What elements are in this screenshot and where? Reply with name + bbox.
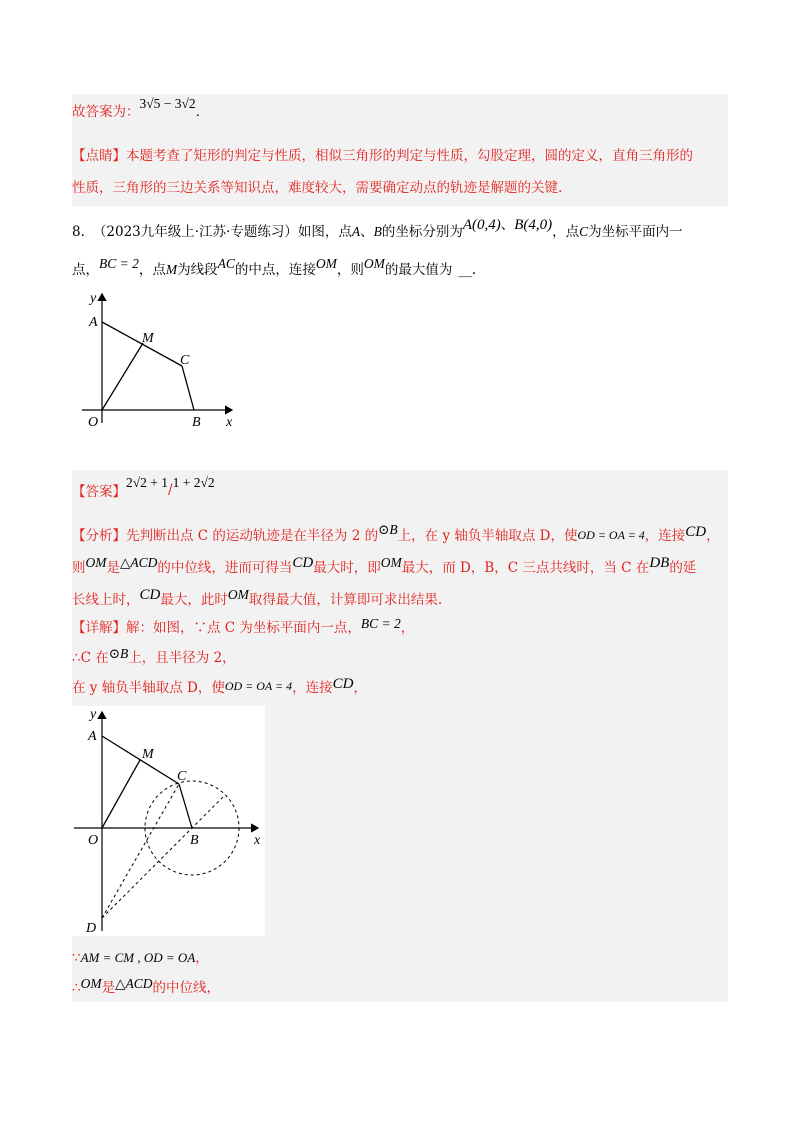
label-x: x	[226, 415, 233, 428]
question-text: ，点	[552, 224, 580, 240]
triangle-acd: △ACD	[115, 976, 153, 991]
segment-om: OM	[363, 256, 385, 271]
segment-db-extended-dashed	[102, 795, 225, 918]
answer-conclusion-block	[72, 94, 728, 206]
detail-line-3	[72, 678, 367, 698]
triangle-acd: △ACD	[120, 555, 158, 570]
comment-tag: 【点睛】	[72, 148, 126, 164]
detail-text: 上，且半径为 2，	[128, 650, 236, 666]
coord-separator: 、	[500, 217, 515, 233]
segment-cd: CD	[332, 676, 354, 692]
question-text: 点，	[72, 262, 99, 278]
analysis-text: 取得最大值，计算即可求出结果.	[248, 592, 443, 608]
bc-equation: BC = 2	[360, 616, 401, 631]
analysis-line-1	[72, 522, 720, 546]
segment-cb-line	[182, 366, 194, 410]
answer-prefix: 故答案为：	[72, 104, 140, 120]
label-c: C	[180, 353, 190, 368]
figure-2	[72, 706, 265, 936]
segment-om: OM	[85, 555, 107, 570]
analysis-line-2	[72, 555, 697, 578]
question-line-1	[72, 217, 683, 242]
detail-line-5	[72, 978, 220, 998]
question-number: 8.	[72, 224, 85, 240]
label-y: y	[90, 707, 97, 722]
coordinate-diagram-2	[72, 706, 265, 936]
analysis-line-3	[72, 587, 443, 610]
answer-value: 3√5 − 3√2	[139, 96, 196, 111]
answer-value-2: 1 + 2√2	[172, 475, 215, 490]
detail-text: 在 y 轴负半轴取点 D，使	[72, 680, 225, 696]
segment-om-line	[102, 343, 143, 410]
bc-equation: BC = 2	[99, 256, 139, 271]
label-x: x	[254, 833, 261, 848]
detail-line-2	[72, 648, 236, 668]
answer-suffix: ．	[195, 104, 210, 120]
label-m: M	[142, 747, 154, 762]
detail-text: ，	[400, 620, 415, 636]
figure-1	[80, 288, 245, 428]
circle-b: ⊙B	[108, 646, 129, 661]
label-a: A	[89, 315, 98, 330]
analysis-text: ，	[706, 528, 720, 544]
analysis-text: 长线上时，	[72, 592, 140, 608]
comment-text-1: 本题考查了矩形的判定与性质，相似三角形的判定与性质，勾股定理，圆的定义，直角三角形的	[126, 148, 693, 164]
detail-text: ∵	[72, 950, 81, 966]
analysis-text: 则	[72, 560, 86, 576]
label-m: M	[142, 331, 154, 346]
point-a-label: A	[351, 224, 361, 239]
od-equation: OD = OA = 4	[224, 679, 293, 693]
detail-line-1	[72, 618, 414, 638]
question-source: （2023九年级上·江苏·专题练习）如图，点	[92, 224, 352, 240]
question-text: 的最大值为	[384, 262, 453, 278]
circle-b: ⊙B	[378, 522, 398, 537]
question-text: ，则	[336, 262, 364, 278]
segment-ac-line	[102, 736, 179, 784]
detail-text: ，	[195, 950, 209, 966]
label-b: B	[190, 833, 199, 848]
detail-text: 的中位线，	[152, 980, 220, 996]
separator: 、	[360, 224, 374, 240]
segment-om: OM	[227, 587, 249, 602]
coord-a: A(0,4)	[462, 217, 501, 233]
comment-text-2: 性质，三角形的三边关系等知识点，难度较大，需要确定动点的轨迹是解题的关键.	[72, 180, 563, 196]
od-equation: OD = OA = 4	[577, 528, 645, 542]
label-o: O	[88, 833, 99, 848]
detail-text: ∴	[72, 980, 81, 996]
question-text: 的中点，连接	[234, 262, 316, 278]
question-text: ，点	[138, 262, 166, 278]
solution-block	[72, 470, 728, 1002]
answer-separator: /	[168, 482, 173, 498]
coord-b: B(4,0)	[514, 217, 553, 233]
detail-text: ，连接	[292, 680, 333, 696]
segment-cd: CD	[139, 587, 161, 603]
label-b: B	[192, 415, 201, 428]
segment-om: OM	[80, 976, 102, 991]
detail-text: 解：如图，∵点 C 为坐标平面内一点，	[126, 620, 361, 636]
analysis-text: 是	[106, 560, 120, 576]
point-m-label: M	[165, 262, 178, 277]
detail-text: ，	[353, 680, 367, 696]
question-text: 为线段	[177, 262, 218, 278]
segment-om-line	[102, 760, 140, 828]
segment-db: DB	[649, 555, 670, 571]
segment-ac: AC	[217, 256, 235, 271]
label-y: y	[90, 291, 97, 306]
question-text: 为坐标平面内一	[588, 224, 683, 240]
analysis-text: 上，在 y 轴负半轴取点 D，使	[397, 528, 578, 544]
analysis-text: 的中位线，进而可得当	[157, 560, 293, 576]
point-b-label: B	[373, 224, 382, 239]
detail-line-4	[72, 948, 209, 968]
segment-cd: CD	[292, 555, 314, 571]
answer-blank: __	[458, 262, 472, 278]
point-c-label: C	[579, 224, 589, 239]
answer-line	[72, 96, 210, 122]
analysis-text: 最大，此时	[160, 592, 228, 608]
question-end: .	[471, 262, 477, 278]
label-a: A	[88, 729, 97, 744]
comment-line-2	[72, 178, 562, 198]
analysis-text: 最大，而 D，B，C 三点共线时，当 C 在	[401, 560, 650, 576]
answer-row	[72, 475, 215, 502]
segment-dc-dashed	[102, 784, 179, 918]
analysis-text: 最大时，即	[313, 560, 381, 576]
analysis-text: ，连接	[644, 528, 686, 544]
answer-value-1: 2√2 + 1	[126, 475, 169, 490]
question-line-2	[72, 256, 477, 280]
detail-text: ∴C 在	[72, 650, 109, 666]
equation-am-cm: AM = CM , OD = OA	[80, 950, 196, 965]
segment-cd: CD	[685, 524, 707, 540]
question-text: 的坐标分别为	[381, 224, 463, 240]
analysis-text: 的延	[669, 560, 697, 576]
analysis-tag: 【分析】	[72, 528, 126, 544]
segment-om: OM	[315, 256, 337, 271]
comment-line-1	[72, 146, 693, 166]
analysis-text: 先判断出点 C 的运动轨迹是在半径为 2 的	[126, 528, 379, 544]
answer-tag: 【答案】	[72, 484, 126, 500]
label-c: C	[177, 769, 187, 784]
segment-om: OM	[380, 555, 402, 570]
detail-text: 是	[101, 980, 116, 996]
segment-cb-line	[179, 784, 192, 828]
coordinate-diagram-1	[80, 288, 245, 428]
label-d: D	[86, 921, 97, 936]
detail-tag: 【详解】	[72, 620, 126, 636]
label-o: O	[88, 415, 99, 428]
